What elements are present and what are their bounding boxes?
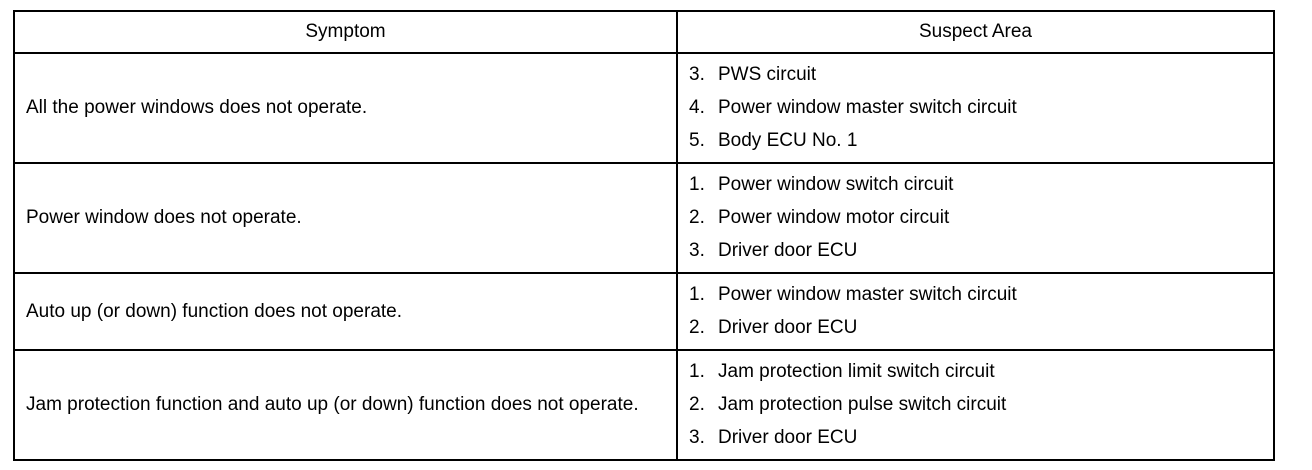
- item-number: 5.: [689, 130, 705, 151]
- symptom-text: Auto up (or down) function does not operate.: [26, 300, 403, 322]
- suspect-area-list: [689, 351, 1262, 459]
- symptom-table: [13, 10, 1275, 461]
- item-text: Power window motor circuit: [718, 207, 950, 228]
- item-number: 3.: [689, 240, 705, 261]
- item-number: 2.: [689, 207, 705, 228]
- item-number: 3.: [689, 64, 705, 85]
- item-text: Driver door ECU: [718, 240, 858, 261]
- suspect-area-header: Suspect Area: [677, 11, 1274, 53]
- item-number: 3.: [689, 427, 705, 448]
- list-item: [689, 355, 1262, 388]
- list-item: [689, 388, 1262, 421]
- item-text: Power window switch circuit: [718, 174, 954, 195]
- suspect-area-list: [689, 274, 1262, 349]
- table-header-row: [14, 11, 1274, 53]
- suspect-area-cell: [677, 350, 1274, 460]
- item-text: Jam protection limit switch circuit: [718, 361, 995, 382]
- symptom-cell: [14, 163, 677, 273]
- suspect-area-list: [689, 164, 1262, 272]
- list-item: [689, 421, 1262, 454]
- item-text: Jam protection pulse switch circuit: [718, 394, 1007, 415]
- table-row: [14, 53, 1274, 163]
- table-row: [14, 163, 1274, 273]
- list-item: [689, 124, 1262, 157]
- item-text: Driver door ECU: [718, 317, 858, 338]
- item-number: 4.: [689, 97, 705, 118]
- symptom-cell: [14, 53, 677, 163]
- list-item: [689, 91, 1262, 124]
- suspect-area-cell: [677, 53, 1274, 163]
- list-item: [689, 311, 1262, 344]
- suspect-area-cell: [677, 273, 1274, 350]
- item-text: Power window master switch circuit: [718, 97, 1017, 118]
- item-text: PWS circuit: [718, 64, 817, 85]
- item-number: 1.: [689, 174, 705, 195]
- item-number: 1.: [689, 284, 705, 305]
- item-number: 2.: [689, 317, 705, 338]
- table-row: [14, 273, 1274, 350]
- suspect-area-list: [689, 54, 1262, 162]
- item-text: Driver door ECU: [718, 427, 858, 448]
- symptom-text: Jam protection function and auto up (or down) function does not operate.: [26, 394, 639, 415]
- list-item: [689, 278, 1262, 311]
- item-number: 2.: [689, 394, 705, 415]
- symptom-text: All the power windows does not operate.: [26, 97, 368, 118]
- table-row: [14, 350, 1274, 460]
- symptom-text: Power window does not operate.: [26, 207, 302, 228]
- item-number: 1.: [689, 361, 705, 382]
- item-text: Power window master switch circuit: [718, 284, 1017, 305]
- list-item: [689, 58, 1262, 91]
- symptom-cell: [14, 273, 677, 350]
- item-text: Body ECU No. 1: [718, 130, 858, 151]
- list-item: [689, 201, 1262, 234]
- suspect-area-cell: [677, 163, 1274, 273]
- list-item: [689, 234, 1262, 267]
- symptom-cell: [14, 350, 677, 460]
- list-item: [689, 168, 1262, 201]
- symptom-header: Symptom: [14, 11, 677, 53]
